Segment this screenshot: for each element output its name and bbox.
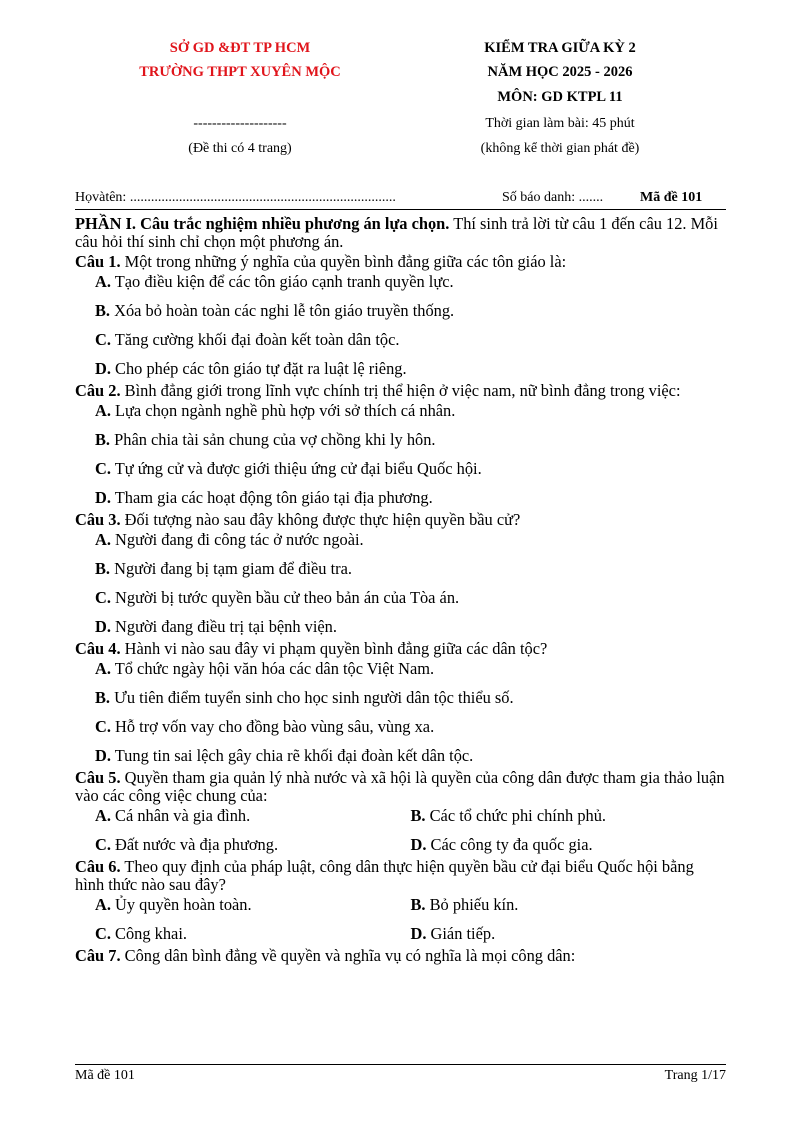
- options-row-5cd: [95, 836, 726, 854]
- option-3d: D. Người đang điều trị tại bệnh viện.: [95, 617, 337, 636]
- option-2d: D. Tham gia các hoạt động tôn giáo tại địa phương.: [95, 488, 433, 507]
- question-text: Theo quy định của pháp luật, công dân thực hiện quyền bầu cử đại biểu Quốc hội bằng hình thức nào sau đây?: [75, 857, 694, 894]
- section-instructions: Thí sinh trả lời từ câu 1 đến câu 12. Mỗi câu hỏi thí sinh chỉ chọn một phương án.: [75, 214, 718, 251]
- question-3: [75, 511, 726, 529]
- option-6a: A. Ủy quyền hoàn toàn.: [95, 895, 252, 914]
- option-2a: A. Lựa chọn ngành nghề phù hợp với sở thích cá nhân.: [95, 401, 456, 420]
- candidate-id-field: Số báo danh: .......: [502, 190, 604, 205]
- school-name: TRƯỜNG THPT XUYÊN MỘC: [139, 64, 341, 80]
- footer-exam-code: Mã đề 101: [75, 1068, 135, 1083]
- question-text: Quyền tham gia quản lý nhà nước và xã hội là quyền của công dân được tham gia thảo luận vào các công việc chung của:: [75, 768, 725, 805]
- option-5a: A. Cá nhân và gia đình.: [95, 806, 251, 825]
- option-4a: A. Tổ chức ngày hội văn hóa các dân tộc Việt Nam.: [95, 659, 435, 678]
- option-3b: B. Người đang bị tạm giam để điều tra.: [95, 559, 352, 578]
- candidate-name-field: Họvàtên: ............................................................................: [75, 190, 396, 205]
- question-4: [75, 640, 726, 658]
- question-text: Đối tượng nào sau đây không được thực hiện quyền bầu cử?: [120, 510, 521, 529]
- option-4b: B. Ưu tiên điểm tuyển sinh cho học sinh người dân tộc thiểu số.: [95, 688, 514, 707]
- question-label: Câu 5.: [75, 768, 121, 787]
- question-text: Bình đẳng giới trong lĩnh vực chính trị thể hiện ở việc nam, nữ bình đẳng trong việc:: [120, 381, 681, 400]
- exam-code: Mã đề 101: [640, 190, 703, 205]
- option-5b: B. Các tổ chức phi chính phủ.: [410, 806, 607, 825]
- question-6: [75, 858, 726, 894]
- question-label: Câu 2.: [75, 381, 121, 400]
- option-5c: C. Đất nước và địa phương.: [95, 835, 279, 854]
- question-7: [75, 947, 726, 965]
- question-2: [75, 382, 726, 400]
- duration-note: (không kể thời gian phát đề): [480, 141, 640, 156]
- options-row-5ab: [95, 807, 726, 825]
- option-1b: B. Xóa bỏ hoàn toàn các nghi lễ tôn giáo truyền thống.: [95, 301, 455, 320]
- footer-divider: [75, 1064, 726, 1065]
- question-label: Câu 3.: [75, 510, 121, 529]
- question-label: Câu 1.: [75, 252, 121, 271]
- pages-note: (Đề thi có 4 trang): [188, 141, 292, 156]
- option-4c: C. Hỗ trợ vốn vay cho đồng bào vùng sâu, vùng xa.: [95, 717, 435, 736]
- section-title: PHẦN I. Câu trắc nghiệm nhiều phương án lựa chọn.: [75, 214, 450, 233]
- page-number: Trang 1/17: [664, 1068, 726, 1083]
- question-5: [75, 769, 726, 805]
- question-1: [75, 253, 726, 271]
- option-5d: D. Các công ty đa quốc gia.: [410, 835, 593, 854]
- question-text: Một trong những ý nghĩa của quyền bình đẳng giữa các tôn giáo là:: [120, 252, 567, 271]
- option-1a: A. Tạo điều kiện để các tôn giáo cạnh tranh quyền lực.: [95, 272, 454, 291]
- option-1c: C. Tăng cường khối đại đoàn kết toàn dân tộc.: [95, 330, 400, 349]
- exam-title: KIỂM TRA GIỮA KỲ 2: [484, 40, 636, 56]
- option-6b: B. Bỏ phiếu kín.: [410, 895, 519, 914]
- question-label: Câu 6.: [75, 857, 121, 876]
- question-label: Câu 7.: [75, 946, 121, 965]
- option-1d: D. Cho phép các tôn giáo tự đặt ra luật lệ riêng.: [95, 359, 407, 378]
- question-label: Câu 4.: [75, 639, 121, 658]
- options-row-6ab: [95, 896, 726, 914]
- exam-duration: Thời gian làm bài: 45 phút: [485, 116, 635, 131]
- question-text: Hành vi nào sau đây vi phạm quyền bình đẳng giữa các dân tộc?: [120, 639, 548, 658]
- department-name: SỞ GD &ĐT TP HCM: [169, 40, 311, 56]
- option-3c: C. Người bị tước quyền bầu cử theo bản án của Tòa án.: [95, 588, 460, 607]
- section-heading: [75, 215, 726, 251]
- exam-body: [75, 215, 726, 967]
- top-divider: [75, 209, 726, 210]
- option-4d: D. Tung tin sai lệch gây chia rẽ khối đại đoàn kết dân tộc.: [95, 746, 474, 765]
- question-text: Công dân bình đẳng về quyền và nghĩa vụ có nghĩa là mọi công dân:: [120, 946, 576, 965]
- subject: MÔN: GD KTPL 11: [497, 89, 623, 105]
- option-6d: D. Gián tiếp.: [410, 924, 496, 943]
- options-row-6cd: [95, 925, 726, 943]
- option-6c: C. Công khai.: [95, 924, 187, 943]
- option-2c: C. Tự ứng cử và được giới thiệu ứng cử đại biểu Quốc hội.: [95, 459, 482, 478]
- header-dash-line: --------------------: [193, 116, 287, 131]
- option-2b: B. Phân chia tài sản chung của vợ chồng khi ly hôn.: [95, 430, 436, 449]
- school-year: NĂM HỌC 2025 - 2026: [487, 64, 633, 80]
- option-3a: A. Người đang đi công tác ở nước ngoài.: [95, 530, 364, 549]
